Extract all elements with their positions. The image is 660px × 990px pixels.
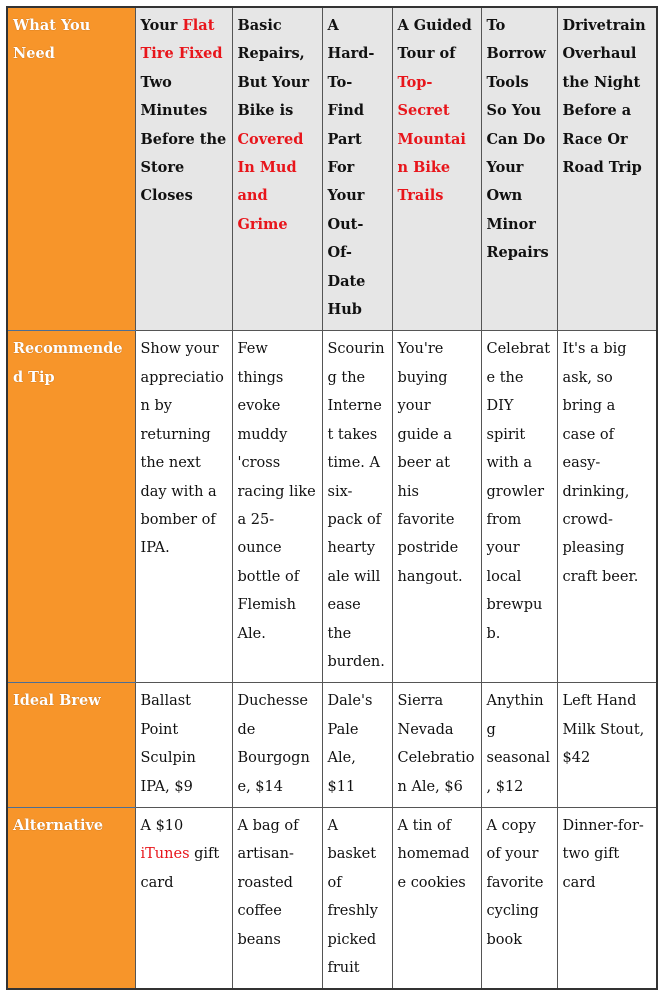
header-cell: [322, 7, 392, 331]
cell-text: Show your appreciation by returning the next day with a bomber of IPA.: [140, 341, 224, 557]
highlighted-text: Flat Tire Fixed: [140, 17, 223, 63]
cell-text: A $10: [140, 817, 184, 834]
row-label-what-you-need: What You Need: [7, 7, 135, 331]
cell-text: Basic Repairs, But Your Bike is: [237, 17, 309, 120]
header-cell: [232, 7, 322, 331]
table-cell: [322, 807, 392, 989]
table-cell: [392, 807, 481, 989]
header-cell: [135, 7, 232, 331]
cell-text: Two Minutes Before the Store Closes: [140, 73, 227, 205]
cell-text: Celebrate the DIY spirit with a growler from your local brewpub.: [486, 341, 551, 642]
cell-text: Scouring the Internet takes time. A six-pack of hearty ale will ease the burden.: [327, 341, 385, 670]
cell-text: A bag of artisan-roasted coffee beans: [237, 817, 299, 948]
row-label-alternative: Alternative: [7, 807, 135, 989]
table-cell: [481, 331, 557, 683]
cell-text: Ballast Point Sculpin IPA, $9: [140, 693, 196, 795]
table-cell: [392, 331, 481, 683]
header-cell: [557, 7, 657, 331]
cell-text: Anything seasonal, $12: [486, 693, 550, 795]
cell-text: Duchesse de Bourgogne, $14: [237, 693, 310, 795]
cell-text: Drivetrain Overhaul the Night Before a Race Or Road Trip: [562, 17, 646, 177]
highlighted-text: Covered In Mud and Grime: [237, 130, 304, 233]
table-cell: [232, 683, 322, 808]
cell-text: A basket of freshly picked fruit: [327, 817, 378, 976]
table-cell: [481, 683, 557, 808]
table-cell: [232, 331, 322, 683]
table-cell: [557, 807, 657, 989]
cell-text: Dale's Pale Ale, $11: [327, 693, 373, 795]
table-cell: [135, 807, 232, 989]
cell-text: A tin of homemade cookies: [397, 817, 470, 891]
cell-text: A Guided Tour of: [397, 17, 472, 63]
cell-text: You're buying your guide a beer at his favorite postride hangout.: [397, 341, 463, 585]
table-cell: [481, 807, 557, 989]
cell-text: A copy of your favorite cycling book: [486, 817, 544, 948]
table-cell: [557, 683, 657, 808]
highlighted-text: Top-Secret Mountain Bike Trails: [397, 73, 466, 205]
row-label-ideal-brew: Ideal Brew: [7, 683, 135, 808]
header-cell: [481, 7, 557, 331]
gift-guide-table: [6, 6, 658, 990]
cell-text: Sierra Nevada Celebration Ale, $6: [397, 693, 475, 795]
table-cell: [322, 331, 392, 683]
table-cell: [135, 331, 232, 683]
header-row: [7, 7, 657, 331]
table-cell: [232, 807, 322, 989]
row-label-recommended-tip: Recommended Tip: [7, 331, 135, 683]
table-cell: [322, 683, 392, 808]
cell-text: It's a big ask, so bring a case of easy-drinking, crowd-pleasing craft beer.: [562, 341, 639, 585]
header-cell: [392, 7, 481, 331]
table-row-recommended-tip: [7, 331, 657, 683]
cell-text: gift card: [140, 846, 220, 891]
cell-text: A Hard-To-Find Part For Your Out-Of-Date Hub: [327, 17, 375, 319]
table-cell: [392, 683, 481, 808]
cell-text: Left Hand Milk Stout, $42: [562, 693, 645, 767]
highlighted-text: iTunes: [140, 846, 190, 863]
cell-text: Your: [140, 17, 183, 34]
table-row-ideal-brew: [7, 683, 657, 808]
cell-text: Few things evoke muddy 'cross racing like a 25-ounce bottle of Flemish Ale.: [237, 341, 316, 642]
table-cell: [557, 331, 657, 683]
table-row-alternative: [7, 807, 657, 989]
cell-text: Dinner-for-two gift card: [562, 817, 644, 891]
cell-text: To Borrow Tools So You Can Do Your Own Minor Repairs: [486, 17, 549, 262]
table-cell: [135, 683, 232, 808]
